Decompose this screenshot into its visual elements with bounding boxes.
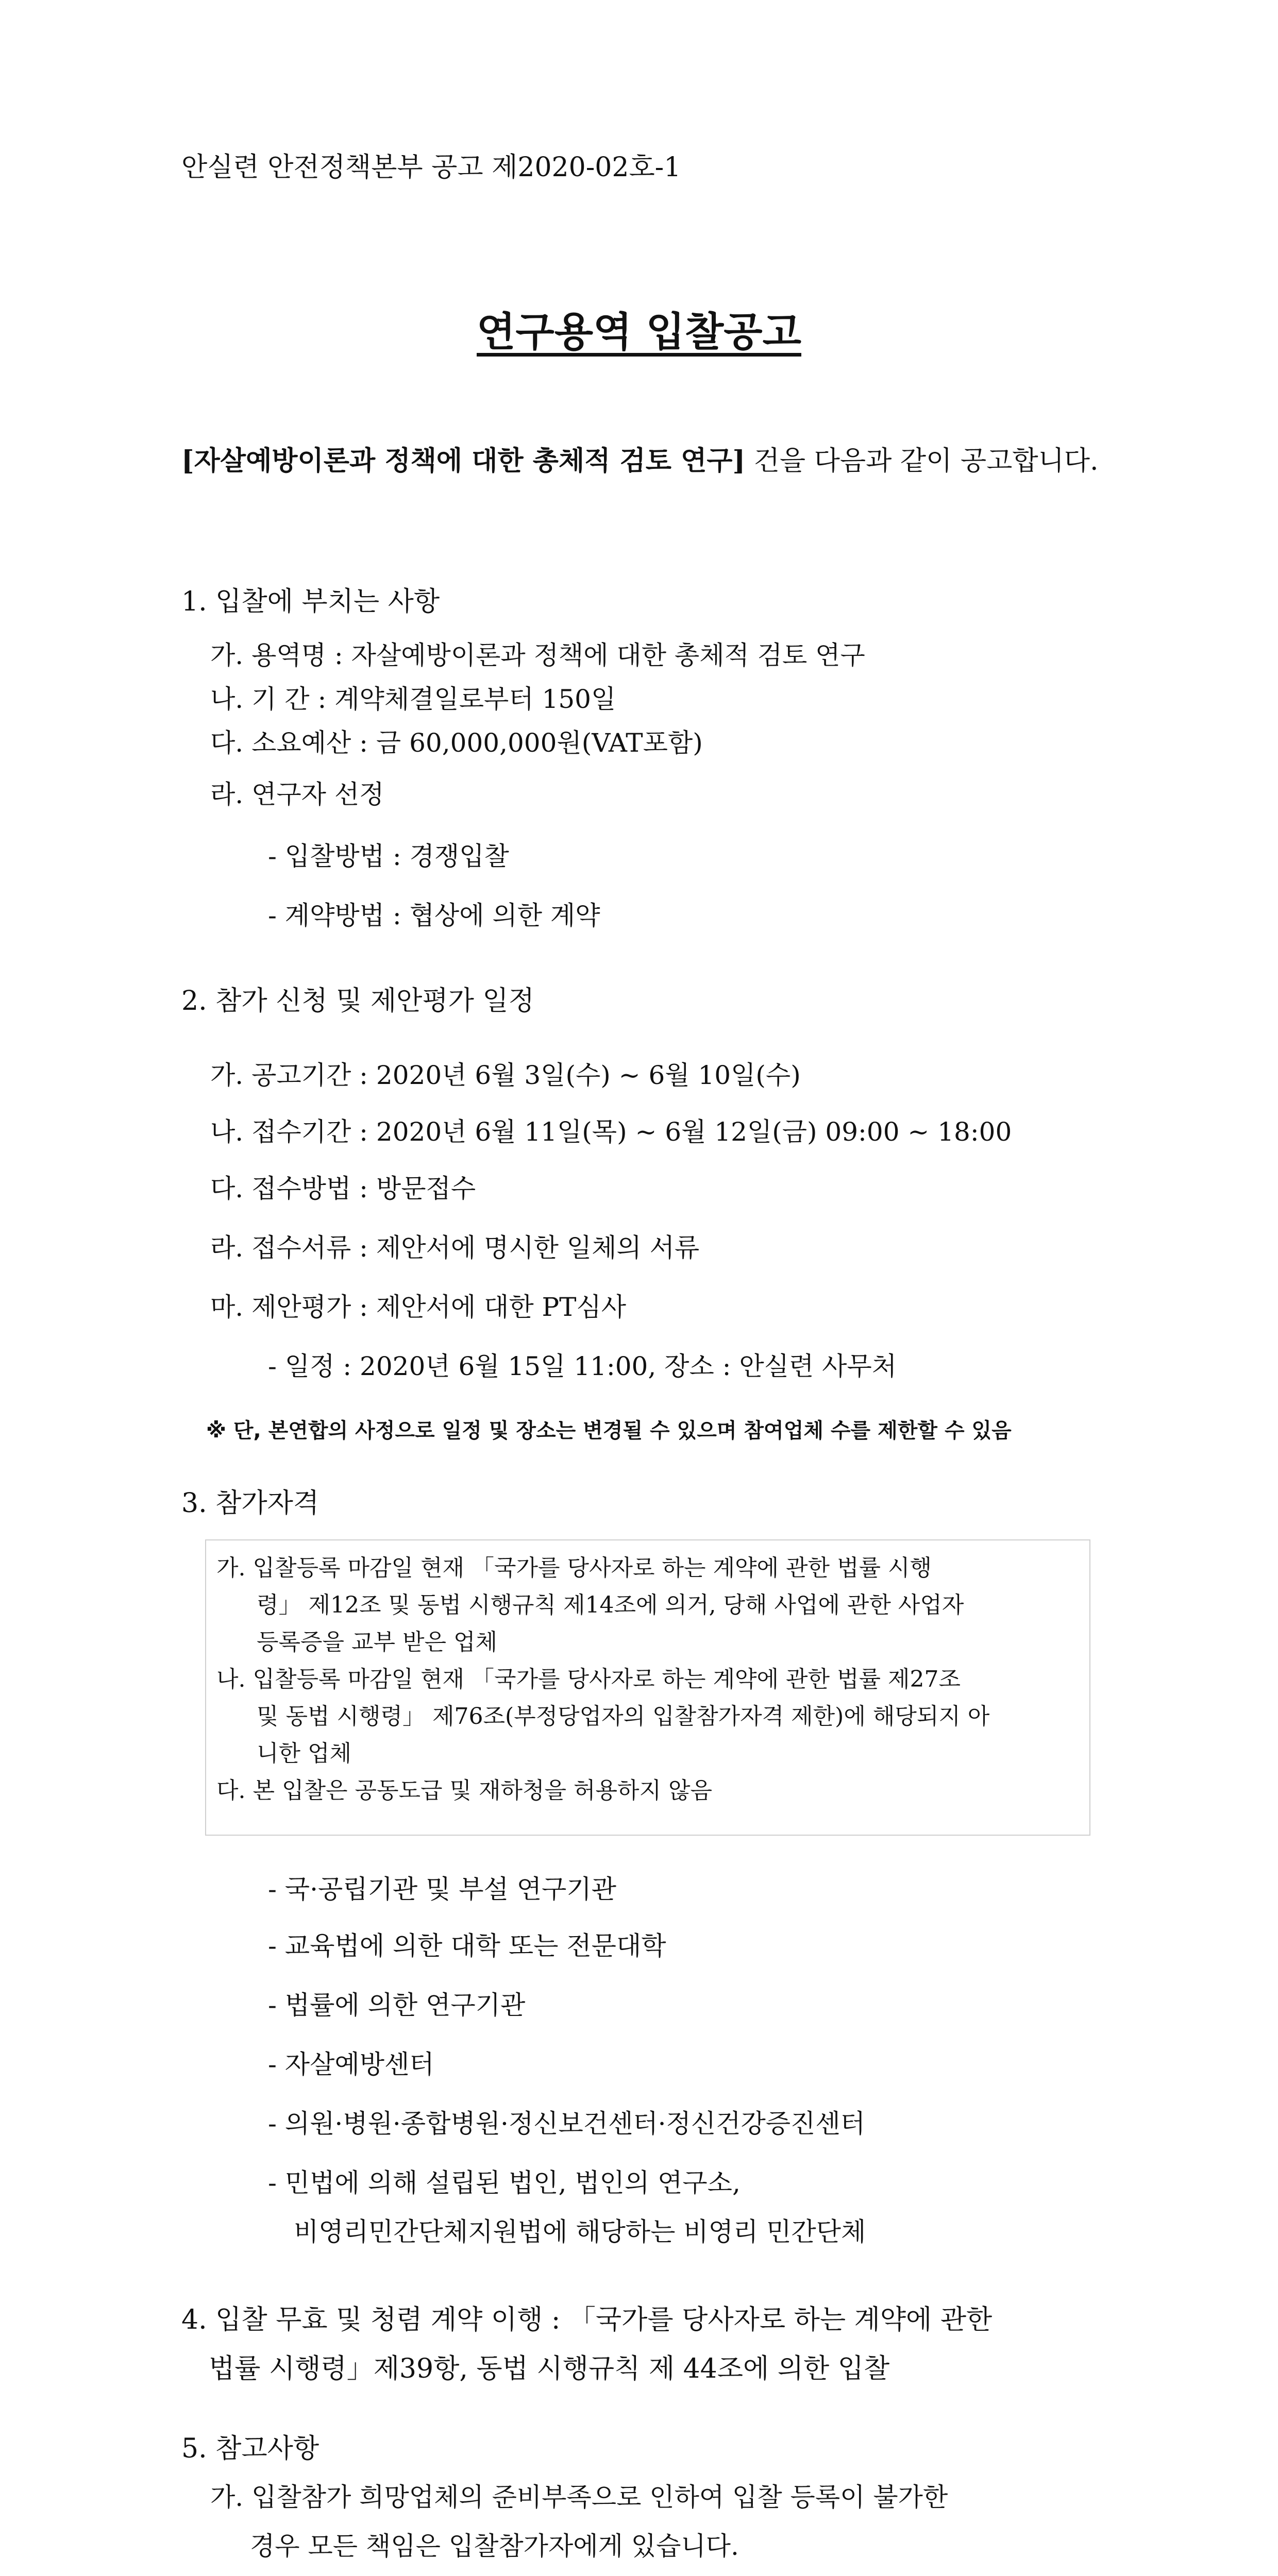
page-title: 연구용역 입찰공고 xyxy=(477,309,801,355)
box-item-b-line2: 및 동법 시행령」 제76조(부정당업자의 입찰참가자격 제한)에 해당되지 아 xyxy=(257,1703,990,1730)
s5-item-a-line2: 경우 모든 책임은 입찰참가자에게 있습니다. xyxy=(250,2531,739,2561)
s3-list-item: - 국·공립기관 및 부설 연구기관 xyxy=(268,1874,616,1904)
s2-note: ※ 단, 본연합의 사정으로 일정 및 장소는 변경될 수 있으며 참여업체 수를 제한할 수 있음 xyxy=(206,1419,1012,1443)
s3-list-item: - 의원·병원·종합병원·정신보건센터·정신건강증진센터 xyxy=(268,2109,865,2139)
s3-list-item-cont: 비영리민간단체지원법에 해당하는 비영리 민간단체 xyxy=(294,2217,866,2247)
section-4-line2: 법률 시행령」제39항, 동법 시행규칙 제 44조에 의한 입찰 xyxy=(209,2353,890,2384)
project-name: [자살예방이론과 정책에 대한 총체적 검토 연구] xyxy=(181,445,746,477)
section-2-heading: 2. 참가 신청 및 제안평가 일정 xyxy=(181,986,534,1016)
intro-paragraph xyxy=(181,435,1109,487)
qualification-box xyxy=(205,1539,1090,1836)
section-5-heading: 5. 참고사항 xyxy=(181,2433,320,2464)
box-item-c: 다. 본 입찰은 공동도급 및 재하청을 허용하지 않음 xyxy=(216,1777,712,1804)
s1-item-d2: - 계약방법 : 협상에 의한 계약 xyxy=(268,901,600,930)
box-item-a-line1: 가. 입찰등록 마감일 현재 「국가를 당사자로 하는 계약에 관한 법률 시행 xyxy=(216,1555,932,1581)
section-1-heading: 1. 입찰에 부치는 사항 xyxy=(181,586,440,617)
s2-item-b: 나. 접수기간 : 2020년 6월 11일(목) ~ 6월 12일(금) 09:00 ~ 18:00 xyxy=(210,1117,1012,1147)
s2-item-c: 다. 접수방법 : 방문접수 xyxy=(210,1174,476,1204)
s3-list-item: - 자살예방센터 xyxy=(268,2049,434,2079)
intro-text: 건을 다음과 같이 공고합니다. xyxy=(745,446,1099,477)
s2-item-d: 라. 접수서류 : 제안서에 명시한 일체의 서류 xyxy=(210,1233,700,1263)
s2-item-e1: - 일정 : 2020년 6월 15일 11:00, 장소 : 안실련 사무처 xyxy=(268,1351,897,1381)
s1-item-b: 나. 기 간 : 계약체결일로부터 150일 xyxy=(210,684,616,714)
s1-item-c: 다. 소요예산 : 금 60,000,000원(VAT포함) xyxy=(210,728,703,758)
s5-item-a-line1: 가. 입찰참가 희망업체의 준비부족으로 인하여 입찰 등록이 불가한 xyxy=(210,2482,948,2512)
box-item-a-line3: 등록증을 교부 받은 업체 xyxy=(257,1629,497,1655)
s1-item-a: 가. 용역명 : 자살예방이론과 정책에 대한 총체적 검토 연구 xyxy=(210,640,865,670)
reference-number: 안실련 안전정책본부 공고 제2020-02호-1 xyxy=(181,152,681,183)
s1-item-d: 라. 연구자 선정 xyxy=(210,779,384,809)
section-3-heading: 3. 참가자격 xyxy=(181,1488,320,1519)
s3-list-item: - 법률에 의한 연구기관 xyxy=(268,1990,526,2020)
box-item-a-line2: 령」 제12조 및 동법 시행규칙 제14조에 의거, 당해 사업에 관한 사업자 xyxy=(257,1592,964,1618)
s3-list-item: - 교육법에 의한 대학 또는 전문대학 xyxy=(268,1931,666,1961)
s3-list-item: - 민법에 의해 설립된 법인, 법인의 연구소, xyxy=(268,2168,741,2198)
section-4-line1: 4. 입찰 무효 및 청렴 계약 이행 : 「국가를 당사자로 하는 계약에 관한 xyxy=(181,2304,993,2335)
s1-item-d1: - 입찰방법 : 경쟁입찰 xyxy=(268,841,509,871)
s2-item-a: 가. 공고기간 : 2020년 6월 3일(수) ~ 6월 10일(수) xyxy=(210,1060,801,1090)
s2-item-e: 마. 제안평가 : 제안서에 대한 PT심사 xyxy=(210,1292,627,1322)
box-item-b-line3: 니한 업체 xyxy=(257,1740,352,1767)
box-item-b-line1: 나. 입찰등록 마감일 현재 「국가를 당사자로 하는 계약에 관한 법률 제27조 xyxy=(216,1666,961,1692)
